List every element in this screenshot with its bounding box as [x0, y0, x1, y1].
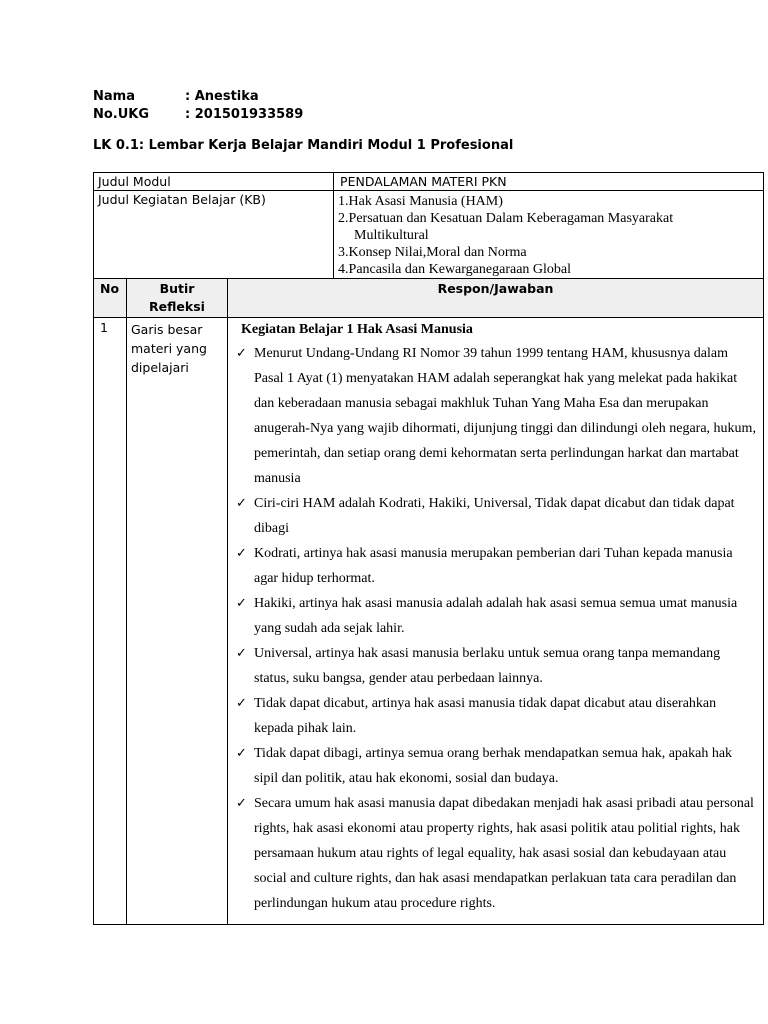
judul-modul-value: PENDALAMAN MATERI PKN	[334, 173, 764, 191]
list-item	[236, 541, 757, 591]
judul-modul-label: Judul Modul	[94, 173, 334, 191]
check-icon: ✓	[236, 346, 247, 361]
name-row	[93, 88, 303, 106]
name-value: : Anestika	[185, 89, 259, 104]
name-label: Nama	[93, 89, 135, 104]
list-item	[236, 691, 757, 741]
header-butir	[127, 279, 228, 318]
list-item-text: Kodrati, artinya hak asasi manusia merupakan pemberian dari Tuhan kepada manusia agar hidup terhormat.	[254, 546, 733, 586]
kb-heading: Kegiatan Belajar 1 Hak Asasi Manusia	[241, 322, 473, 337]
check-icon: ✓	[236, 746, 247, 761]
table-row	[94, 318, 764, 925]
judul-modul-row	[94, 173, 764, 191]
header-no: No	[94, 279, 127, 318]
check-icon: ✓	[236, 546, 247, 561]
table-header-row	[94, 279, 764, 318]
list-item	[236, 641, 757, 691]
document-title: LK 0.1: Lembar Kerja Belajar Mandiri Modul 1 Profesional	[93, 138, 514, 153]
kb-item: 3.Konsep Nilai,Moral dan Norma	[338, 245, 527, 260]
list-item-text: Tidak dapat dicabut, artinya hak asasi manusia tidak dapat dicabut atau diserahkan kepada pihak lain.	[254, 696, 717, 736]
ukg-label: No.UKG	[93, 107, 150, 122]
identity-block	[93, 88, 303, 124]
ukg-row	[93, 106, 303, 124]
list-item	[236, 341, 757, 491]
butir-line: dipelajari	[131, 360, 189, 375]
list-item-text: Tidak dapat dibagi, artinya semua orang berhak mendapatkan semua hak, apakah hak sipil dan politik, atau hak ekonomi, sosial dan budaya.	[254, 746, 733, 786]
butir-line: materi yang	[131, 341, 207, 356]
list-item	[236, 791, 757, 916]
list-item-text: Secara umum hak asasi manusia dapat dibedakan menjadi hak asasi pribadi atau personal rights, hak asasi ekonomi atau property rights, hak asasi politik atau politial rights, hak persamaan hukum atau rights of legal equality, hak asasi sosial dan kebudayaan atau social and culture rights, dan hak asasi mendapatkan perlakuan tata cara peradilan dan perlindungan hukum atau procedure rights.	[254, 796, 754, 911]
ukg-value: : 201501933589	[185, 107, 304, 122]
butir-cell	[127, 318, 228, 925]
list-item-text: Universal, artinya hak asasi manusia berlaku untuk semua orang tanpa memandang status, suku bangsa, gender atau perbedaan lainnya.	[254, 646, 721, 686]
list-item	[236, 741, 757, 791]
judul-kb-row	[94, 191, 764, 279]
butir-line: Garis besar	[131, 322, 203, 337]
kb-item: 4.Pancasila dan Kewarganegaraan Global	[338, 262, 572, 277]
check-icon: ✓	[236, 496, 247, 511]
judul-kb-label: Judul Kegiatan Belajar (KB)	[94, 191, 334, 279]
kb-item: 2.Persatuan dan Kesatuan Dalam Keberagaman Masyarakat	[338, 211, 674, 226]
respon-cell	[228, 318, 764, 925]
list-item	[236, 491, 757, 541]
header-respon: Respon/Jawaban	[228, 279, 764, 318]
list-item-text: Hakiki, artinya hak asasi manusia adalah adalah hak asasi semua semua umat manusia yang sudah ada sejak lahir.	[254, 596, 738, 636]
check-icon: ✓	[236, 596, 247, 611]
kb-item: Multikultural	[354, 228, 429, 243]
check-icon: ✓	[236, 796, 247, 811]
kb-item: 1.Hak Asasi Manusia (HAM)	[338, 194, 503, 209]
kb-list	[334, 191, 764, 279]
worksheet-table	[93, 172, 764, 925]
header-butir-line: Butir	[159, 281, 195, 296]
check-icon: ✓	[236, 646, 247, 661]
check-icon: ✓	[236, 696, 247, 711]
list-item-text: Ciri-ciri HAM adalah Kodrati, Hakiki, Universal, Tidak dapat dicabut dan tidak dapat dibagi	[254, 496, 735, 536]
header-butir-line: Refleksi	[149, 299, 205, 314]
row-number: 1	[94, 318, 127, 925]
list-item-text: Menurut Undang-Undang RI Nomor 39 tahun 1999 tentang HAM, khususnya dalam Pasal 1 Ayat (1) menyatakan HAM adalah seperangkat hak yang melekat pada hakikat dan keberadaan manusia sebagai makhluk Tuhan Yang Maha Esa dan merupakan anugerah-Nya yang wajib dihormati, dijunjung tinggi dan dilindungi oleh negara, hukum, pemerintah, dan setiap orang demi kehormatan serta perlindungan harkat dan martabat manusia	[254, 346, 756, 486]
list-item	[236, 591, 757, 641]
